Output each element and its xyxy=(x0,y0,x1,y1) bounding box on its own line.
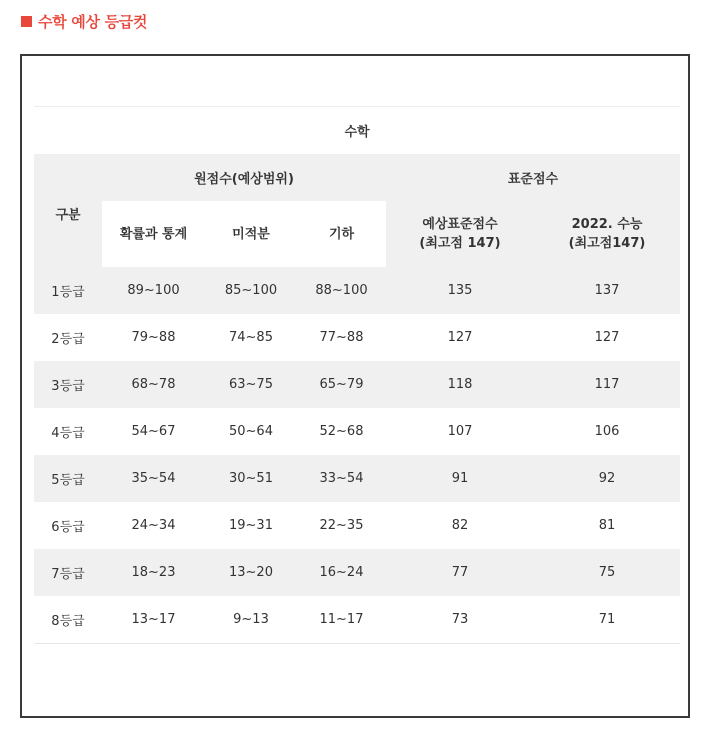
geometry-cell: 88~100 xyxy=(297,267,386,314)
heading-bullet-icon xyxy=(21,16,32,27)
header-sub-row xyxy=(34,201,680,267)
section-heading xyxy=(21,9,147,33)
expected-std-cell: 118 xyxy=(386,361,534,408)
csat2022-cell: 137 xyxy=(534,267,680,314)
grade-cell: 2등급 xyxy=(51,332,85,347)
table-row xyxy=(34,502,680,549)
grade-cut-table xyxy=(34,106,680,644)
csat2022-cell: 117 xyxy=(534,361,680,408)
expected-std-cell: 82 xyxy=(451,518,469,533)
probability-cell: 89~100 xyxy=(102,267,205,314)
probability-cell: 54~67 xyxy=(131,424,176,439)
csat2022-max: (최고점147) xyxy=(568,236,646,251)
grade-cell: 1등급 xyxy=(34,267,102,314)
geometry-cell: 33~54 xyxy=(297,455,386,502)
raw-score-header: 원점수(예상범위) xyxy=(102,154,386,201)
geometry-header: 기하 xyxy=(297,201,386,267)
expected-std-cell: 73 xyxy=(386,596,534,644)
calculus-header: 미적분 xyxy=(205,201,297,267)
grade-cell: 8등급 xyxy=(34,596,102,644)
table-row xyxy=(34,408,680,455)
csat2022-cell: 106 xyxy=(594,424,620,439)
expected-std-cell: 127 xyxy=(447,330,473,345)
probability-cell: 35~54 xyxy=(102,455,205,502)
expected-standard-score-max: (최고점 147) xyxy=(419,236,501,251)
probability-cell: 24~34 xyxy=(131,518,176,533)
expected-standard-score-header xyxy=(386,201,534,267)
calculus-cell: 85~100 xyxy=(205,267,297,314)
heading-title: 수학 예상 등급컷 xyxy=(38,12,148,31)
grade-cell: 3등급 xyxy=(34,361,102,408)
table-row xyxy=(34,361,680,408)
table-row xyxy=(34,549,680,596)
header-group-row xyxy=(34,154,680,201)
probability-header: 확률과 통계 xyxy=(102,201,205,267)
csat2022-cell: 81 xyxy=(598,518,616,533)
calculus-cell: 63~75 xyxy=(205,361,297,408)
expected-std-cell: 135 xyxy=(386,267,534,314)
calculus-cell: 19~31 xyxy=(229,518,273,533)
geometry-cell: 11~17 xyxy=(297,596,386,644)
probability-cell: 18~23 xyxy=(102,549,205,596)
csat2022-cell: 75 xyxy=(534,549,680,596)
probability-cell: 79~88 xyxy=(131,330,176,345)
calculus-cell: 30~51 xyxy=(205,455,297,502)
expected-std-cell: 107 xyxy=(447,424,473,439)
csat2022-label: 2022. 수능 xyxy=(571,217,643,232)
grade-cut-panel xyxy=(20,54,690,718)
csat2022-header xyxy=(534,201,680,267)
standard-score-header: 표준점수 xyxy=(386,154,680,201)
table-row xyxy=(34,267,680,314)
table-row xyxy=(34,596,680,644)
grade-cell: 7등급 xyxy=(34,549,102,596)
calculus-cell: 74~85 xyxy=(229,330,273,345)
expected-std-cell: 77 xyxy=(386,549,534,596)
table-row xyxy=(34,314,680,361)
subject-row xyxy=(34,107,680,155)
geometry-cell: 52~68 xyxy=(319,424,364,439)
geometry-cell: 16~24 xyxy=(297,549,386,596)
probability-cell: 13~17 xyxy=(102,596,205,644)
probability-cell: 68~78 xyxy=(102,361,205,408)
calculus-cell: 9~13 xyxy=(205,596,297,644)
geometry-cell: 65~79 xyxy=(297,361,386,408)
category-header: 구분 xyxy=(34,154,102,267)
grade-cell: 5등급 xyxy=(34,455,102,502)
expected-std-cell: 91 xyxy=(386,455,534,502)
grade-cell: 6등급 xyxy=(51,520,85,535)
csat2022-cell: 127 xyxy=(594,330,620,345)
geometry-cell: 22~35 xyxy=(319,518,364,533)
subject-title: 수학 xyxy=(34,107,680,155)
csat2022-cell: 71 xyxy=(534,596,680,644)
grade-cell: 4등급 xyxy=(51,426,85,441)
expected-standard-score-label: 예상표준점수 xyxy=(422,217,498,232)
calculus-cell: 13~20 xyxy=(205,549,297,596)
csat2022-cell: 92 xyxy=(534,455,680,502)
calculus-cell: 50~64 xyxy=(229,424,273,439)
table-row xyxy=(34,455,680,502)
geometry-cell: 77~88 xyxy=(319,330,364,345)
